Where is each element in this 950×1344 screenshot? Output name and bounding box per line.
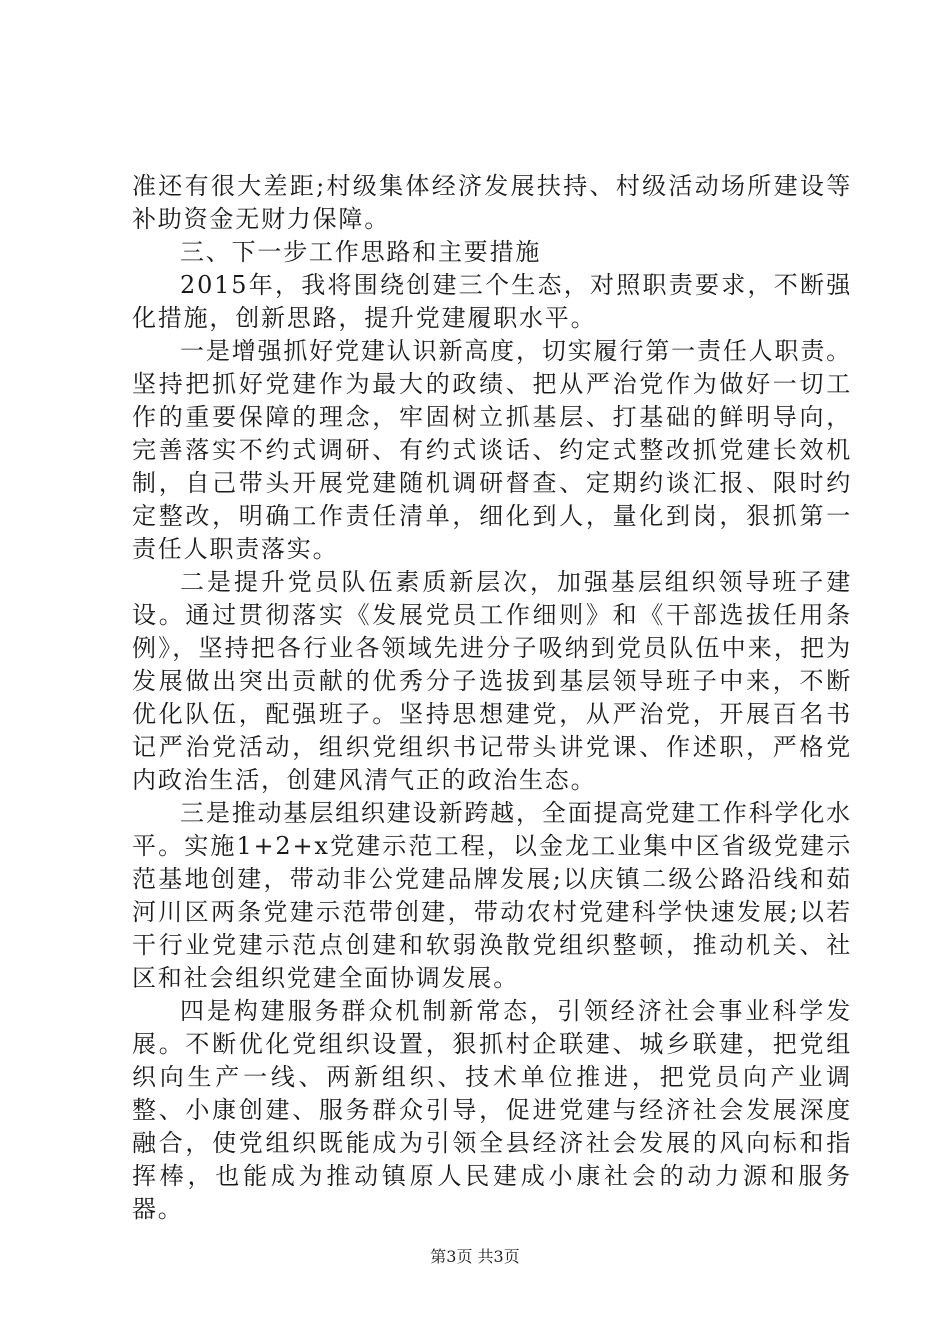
paragraph-measure-one: 一是增强抓好党建认识新高度，切实履行第一责任人职责。坚持把抓好党建作为最大的政绩、把从严治党作为做好一切工作的重要保障的理念，牢固树立抓基层、打基础的鲜明导向，完善落实不约式调研、有约式谈话、约定式整改抓党建长效机制，自己带头开展党建随机调研督查、定期约谈汇报、限时约定整改，明确工作责任清单，细化到人，量化到岗，狠抓第一责任人职责落实。: [132, 337, 852, 563]
paragraph-measure-four: 四是构建服务群众机制新常态，引领经济社会事业科学发展。不断优化党组织设置，狠抓村企联建、城乡联建，把党组织向生产一线、两新组织、技术单位推进，把党员向产业调整、小康创建、服务群众引导，促进党建与经济社会发展深度融合，使党组织既能成为引领全县经济社会发展的风向标和指挥棒，也能成为推动镇原人民建成小康社会的动力源和服务器。: [132, 997, 852, 1223]
paragraph-measure-three: 三是推动基层组织建设新跨越，全面提高党建工作科学化水平。实施1+2+x党建示范工程，以金龙工业集中区省级党建示范基地创建，带动非公党建品牌发展;以庆镇二级公路沿线和茹河川区两条党建示范带创建，带动农村党建科学快速发展;以若干行业党建示范点创建和软弱涣散党组织整顿，推动机关、社区和社会组织党建全面协调发展。: [132, 799, 852, 992]
paragraph-intro: 2015年，我将围绕创建三个生态，对照职责要求，不断强化措施，创新思路，提升党建履职水平。: [132, 271, 852, 332]
page-number-label: 第3页 共3页: [430, 1247, 520, 1266]
paragraph-continuation: 准还有很大差距;村级集体经济发展扶持、村级活动场所建设等补助资金无财力保障。: [132, 172, 852, 233]
document-body: [132, 170, 852, 1226]
page-footer: [0, 1246, 950, 1268]
section-heading: 三、下一步工作思路和主要措施: [180, 238, 542, 266]
paragraph-measure-two: 二是提升党员队伍素质新层次，加强基层组织领导班子建设。通过贯彻落实《发展党员工作细则》和《干部选拔任用条例》，坚持把各行业各领域先进分子吸纳到党员队伍中来，把为发展做出突出贡献的优秀分子选拔到基层领导班子中来，不断优化队伍，配强班子。坚持思想建党，从严治党，开展百名书记严治党活动，组织党组织书记带头讲党课、作述职，严格党内政治生活，创建风清气正的政治生态。: [132, 568, 852, 794]
